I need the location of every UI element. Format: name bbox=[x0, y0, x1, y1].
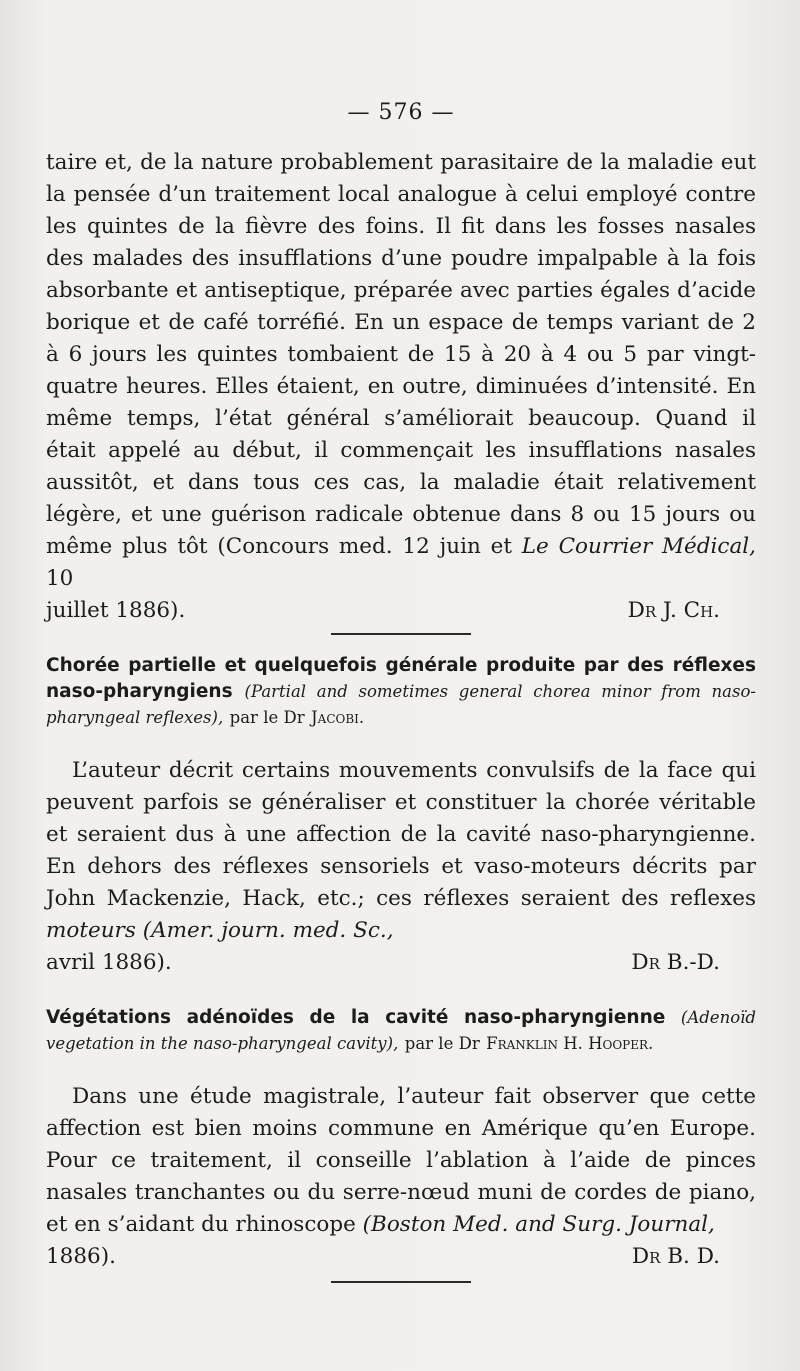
source-citation: (Amer. journ. med. Sc., bbox=[142, 918, 394, 943]
article-author: Franklin H. Hooper. bbox=[486, 1034, 654, 1053]
emphasis-word: moteurs bbox=[46, 918, 136, 943]
author-signature: Dr B. D. bbox=[631, 1244, 720, 1269]
signature-line bbox=[46, 947, 756, 979]
paragraph bbox=[46, 1081, 756, 1241]
paragraph-text: Dans une étude magistrale, l’auteur fait observer que cette affection est bien moins commune en Amérique qu’en Europe. Pour ce traitement, il conseille l’ablation à l’aide de pinces nasales tranchantes ou du serre-nœud muni de cordes de piano, et en s’aidant du rhinoscope bbox=[46, 1084, 756, 1237]
article-title: Chorée partielle et quelquefois générale produite par des réflexes naso-pharyngiens bbox=[46, 655, 756, 702]
paragraph bbox=[46, 147, 756, 595]
last-line: juillet 1886). bbox=[46, 598, 186, 623]
paragraph-text: taire et, de la nature probablement parasitaire de la maladie eut la pensée d’un traitement local analogue à celui employé contre les quintes de la fièvre des foins. Il fit dans les fosses nasales des malades des insufflations d’une poudre impalpable à la fois absorbante et antiseptique, préparée avec parties égales d’acide borique et de café torréfié. En un espace de temps variant de 2 à 6 jours les quintes tombaient de 15 à 20 à 4 ou 5 par vingt-quatre heures. Elles étaient, en outre, diminuées d’intensité. En même temps, l’état général s’améliorait beaucoup. Quand il était appelé au début, il commençait les insufflations nasales aussitôt, et dans tous ces cas, la maladie était relativement légère, et une guérison radicale obtenue dans 8 ou 15 jours ou même plus tôt (Concours med. 12 juin et bbox=[46, 150, 756, 559]
author-signature: Dr B.-D. bbox=[631, 950, 720, 975]
source-citation: (Boston Med. and Surg. Journal, bbox=[362, 1212, 715, 1237]
section-whooping-cough bbox=[46, 147, 756, 627]
spacer bbox=[46, 1057, 756, 1081]
paragraph-text-end: 10 bbox=[46, 566, 74, 591]
byline-prefix: par le Dr bbox=[404, 1034, 480, 1053]
signature-line bbox=[46, 1241, 756, 1273]
section-divider bbox=[331, 1281, 471, 1283]
paragraph-text: L’auteur décrit certains mouvements convulsifs de la face qui peuvent parfois se généraliser et constituer la chorée véritable et seraient dus à une affection de la cavité naso-pharyngienne. En dehors des réflexes sensoriels et vaso-moteurs décrits par John Mackenzie, Hack, etc.; ces réflexes seraient des reflexes bbox=[46, 758, 756, 911]
spacer bbox=[46, 731, 756, 755]
article-title: Végétations adénoïdes de la cavité naso-pharyngienne bbox=[46, 1007, 666, 1028]
english-title: (Adenoïd vegetation in the naso-pharyngeal cavity), bbox=[46, 1008, 756, 1053]
last-line: 1886). bbox=[46, 1244, 116, 1269]
source-citation: Le Courrier Médical, bbox=[521, 534, 756, 559]
signature-line bbox=[46, 595, 756, 627]
last-line: avril 1886). bbox=[46, 950, 172, 975]
article-heading bbox=[46, 653, 756, 731]
article-heading bbox=[46, 1005, 756, 1057]
english-title: (Partial and sometimes general chorea minor from naso-pharyngeal reflexes), bbox=[46, 682, 756, 727]
byline-prefix: par le Dr bbox=[229, 708, 305, 727]
paragraph bbox=[46, 755, 756, 947]
page-number: — 576 — bbox=[347, 100, 455, 125]
article-adenoid bbox=[46, 1005, 756, 1273]
article-chorea bbox=[46, 653, 756, 979]
section-divider bbox=[331, 633, 471, 635]
author-signature: Dr J. Ch. bbox=[627, 598, 720, 623]
article-author: Jacobi. bbox=[311, 708, 365, 727]
